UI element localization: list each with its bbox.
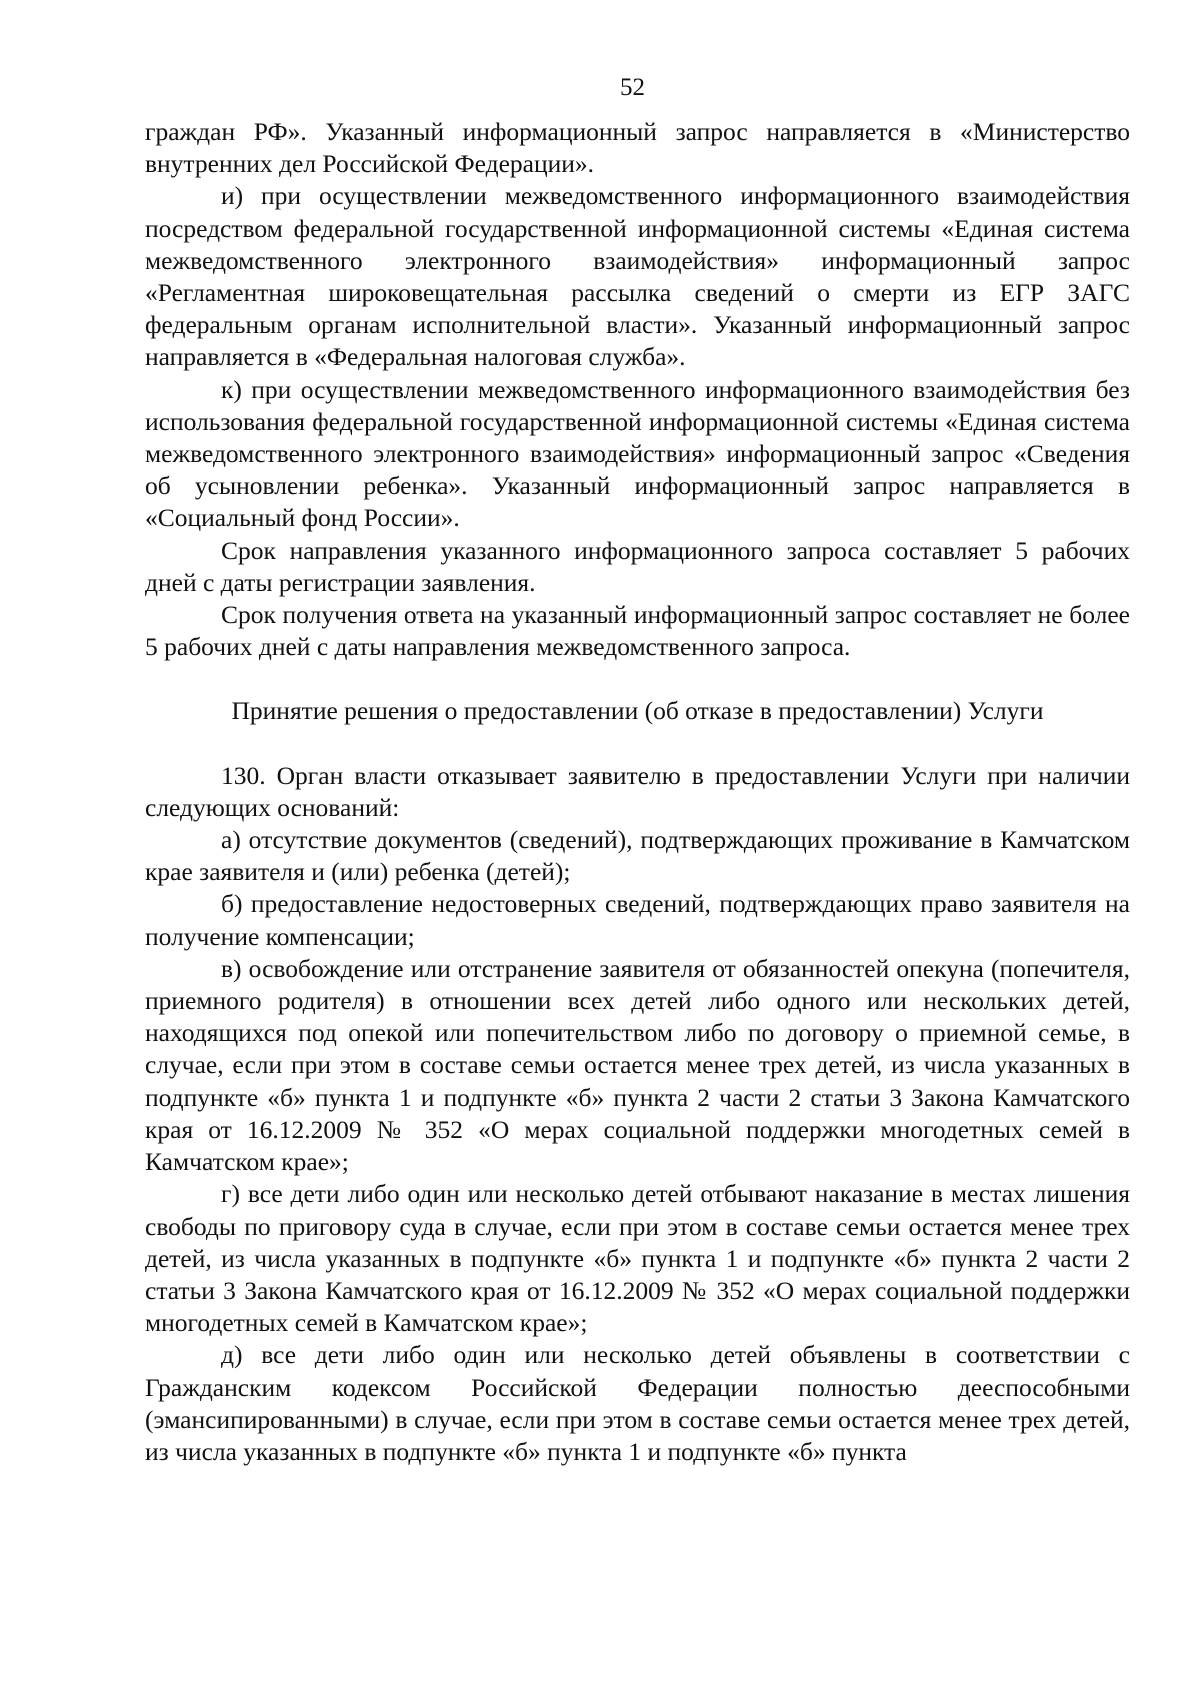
paragraph-item-g: г) все дети либо один или несколько детей отбывают наказание в местах лишения свободы по приговору суда в случае, если при этом в составе семьи остается менее трех детей, из числа указанных в подпункте «б» пункта 1 и подпункте «б» пункта 2 части 2 статьи 3 Закона Камчатского края от 16.12.2009 № 352 «О мерах социальной поддержки многодетных семей в Камчатском крае»;: [145, 1179, 1130, 1338]
document-body: [145, 116, 1130, 1468]
page-number: 52: [620, 74, 645, 101]
paragraph-item-v: в) освобождение или отстранение заявителя от обязанностей опекуна (попечителя, приемного родителя) в отношении всех детей либо одного или нескольких детей, находящихся под опекой или попечительством либо по договору о приемной семье, в случае, если при этом в составе семьи остается менее трех детей, из числа указанных в подпункте «б» пункта 1 и подпункте «б» пункта 2 части 2 статьи 3 Закона Камчатского края от 16.12.2009 № 352 «О мерах социальной поддержки многодетных семей в Камчатском крае»;: [145, 953, 1130, 1177]
paragraph-response-deadline: Срок получения ответа на указанный информационный запрос составляет не более 5 рабочих дней с даты направления межведомственного запроса.: [145, 600, 1130, 662]
paragraph-request-deadline: Срок направления указанного информационного запроса составляет 5 рабочих дней с даты регистрации заявления.: [145, 535, 1130, 597]
paragraph-continuation: граждан РФ». Указанный информационный запрос направляется в «Министерство внутренних дел Российской Федерации».: [145, 117, 1130, 179]
paragraph-item-k: к) при осуществлении межведомственного информационного взаимодействия без использования федеральной государственной информационной системы «Единая система межведомственного электронного взаимодействия» информационный запрос «Сведения об усыновлении ребенка». Указанный информационный запрос направляется в «Социальный фонд России».: [145, 374, 1130, 533]
paragraph-item-d: д) все дети либо один или несколько детей объявлены в соответствии с Гражданским кодексом Российской Федерации полностью дееспособными (эмансипированными) в случае, если при этом в составе семьи остается менее трех детей, из числа указанных в подпункте «б» пункта 1 и подпункте «б» пункта: [145, 1340, 1130, 1466]
paragraph-item-b: б) предоставление недостоверных сведений, подтверждающих право заявителя на получение компенсации;: [145, 889, 1130, 951]
section-heading: Принятие решения о предоставлении (об отказе в предоставлении) Услуги: [231, 696, 1044, 726]
paragraph-item-i: и) при осуществлении межведомственного информационного взаимодействия посредством федеральной государственной информационной системы «Единая система межведомственного электронного взаимодействия» информационный запрос «Регламентная широковещательная рассылка сведений о смерти из ЕГР ЗАГС федеральным органам исполнительной власти». Указанный информационный запрос направляется в «Федеральная налоговая служба».: [145, 181, 1130, 372]
paragraph-item-a: а) отсутствие документов (сведений), подтверждающих проживание в Камчатском крае заявителя и (или) ребенка (детей);: [145, 825, 1130, 887]
paragraph-130: 130. Орган власти отказывает заявителю в предоставлении Услуги при наличии следующих оснований:: [145, 760, 1130, 822]
